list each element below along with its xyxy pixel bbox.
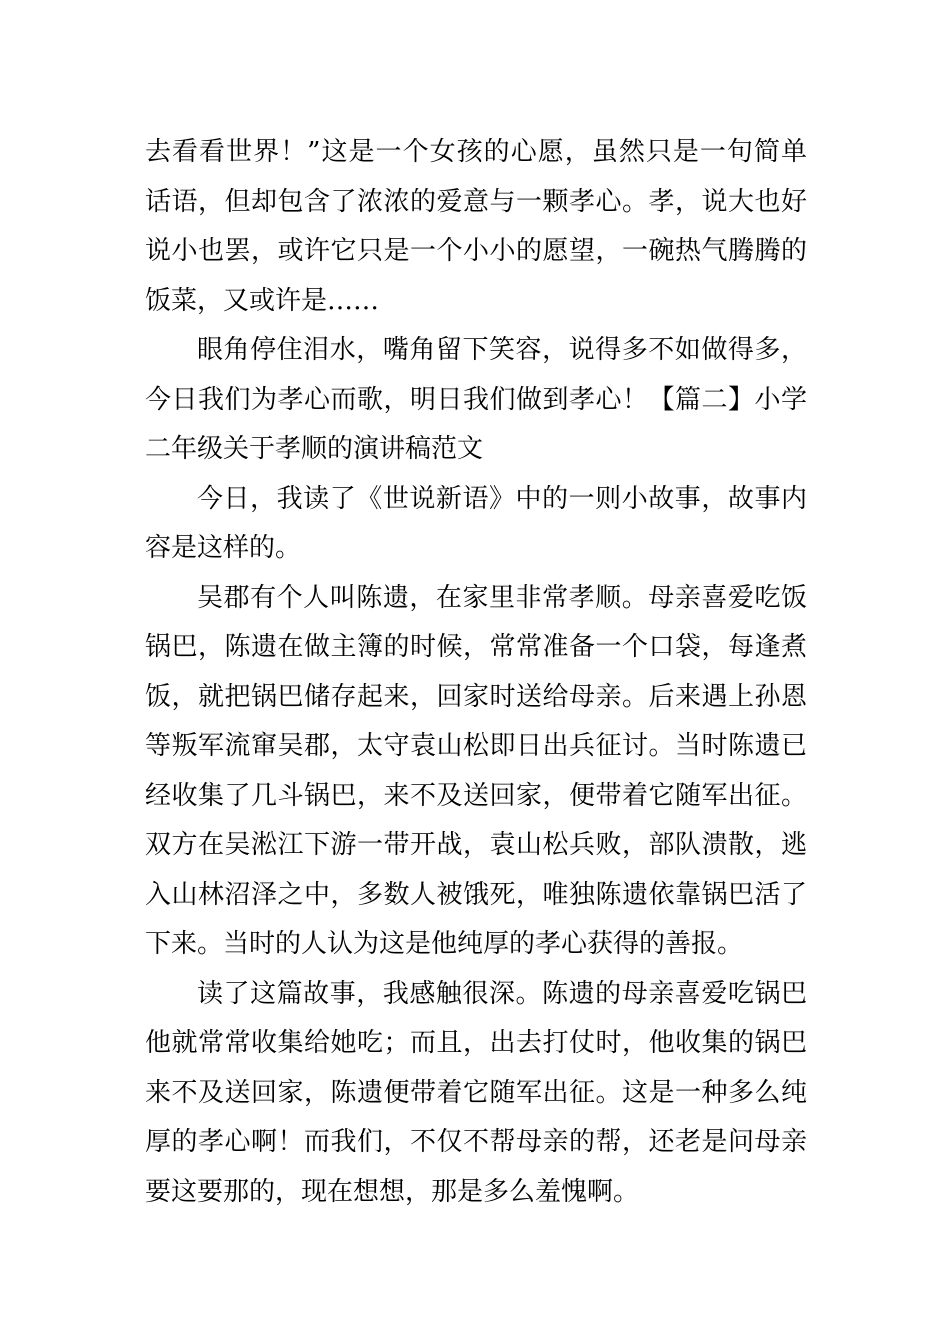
paragraph-reflection: 读了这篇故事，我感触很深。陈遗的母亲喜爱吃锅巴他就常常收集给她吃；而且，出去打仗时，他收集的锅巴来不及送回家，陈遗便带着它随军出征。这是一种多么纯厚的孝心啊！而我们，不仅不帮母亲的帮，还老是问母亲要这要那的，现在想想，那是多么羞愧啊。 (145, 978, 807, 1207)
document-body (145, 128, 807, 1217)
paragraph-continuation: 去看看世界！”这是一个女孩的心愿，虽然只是一句简单话语，但却包含了浓浓的爱意与一颗孝心。孝，说大也好说小也罢，或许它只是一个小小的愿望，一碗热气腾腾的饭菜，又或许是…… (145, 137, 807, 316)
paragraph-story-intro: 今日，我读了《世说新语》中的一则小故事，故事内容是这样的。 (145, 483, 807, 563)
paragraph-chen-yi-story: 吴郡有个人叫陈遗，在家里非常孝顺。母亲喜爱吃饭锅巴，陈遗在做主簿的时候，常常准备一个口袋，每逢煮饭，就把锅巴储存起来，回家时送给母亲。后来遇上孙恩等叛军流窜吴郡，太守袁山松即日出兵征讨。当时陈遗已经收集了几斗锅巴，来不及送回家，便带着它随军出征。双方在吴淞江下游一带开战，袁山松兵败，部队溃散，逃入山林沼泽之中，多数人被饿死，唯独陈遗依靠锅巴活了下来。当时的人认为这是他纯厚的孝心获得的善报。 (145, 582, 807, 959)
paragraph-tears-smile: 眼角停住泪水，嘴角留下笑容，说得多不如做得多，今日我们为孝心而歌，明日我们做到孝心！【篇二】小学二年级关于孝顺的演讲稿范文 (145, 335, 807, 464)
